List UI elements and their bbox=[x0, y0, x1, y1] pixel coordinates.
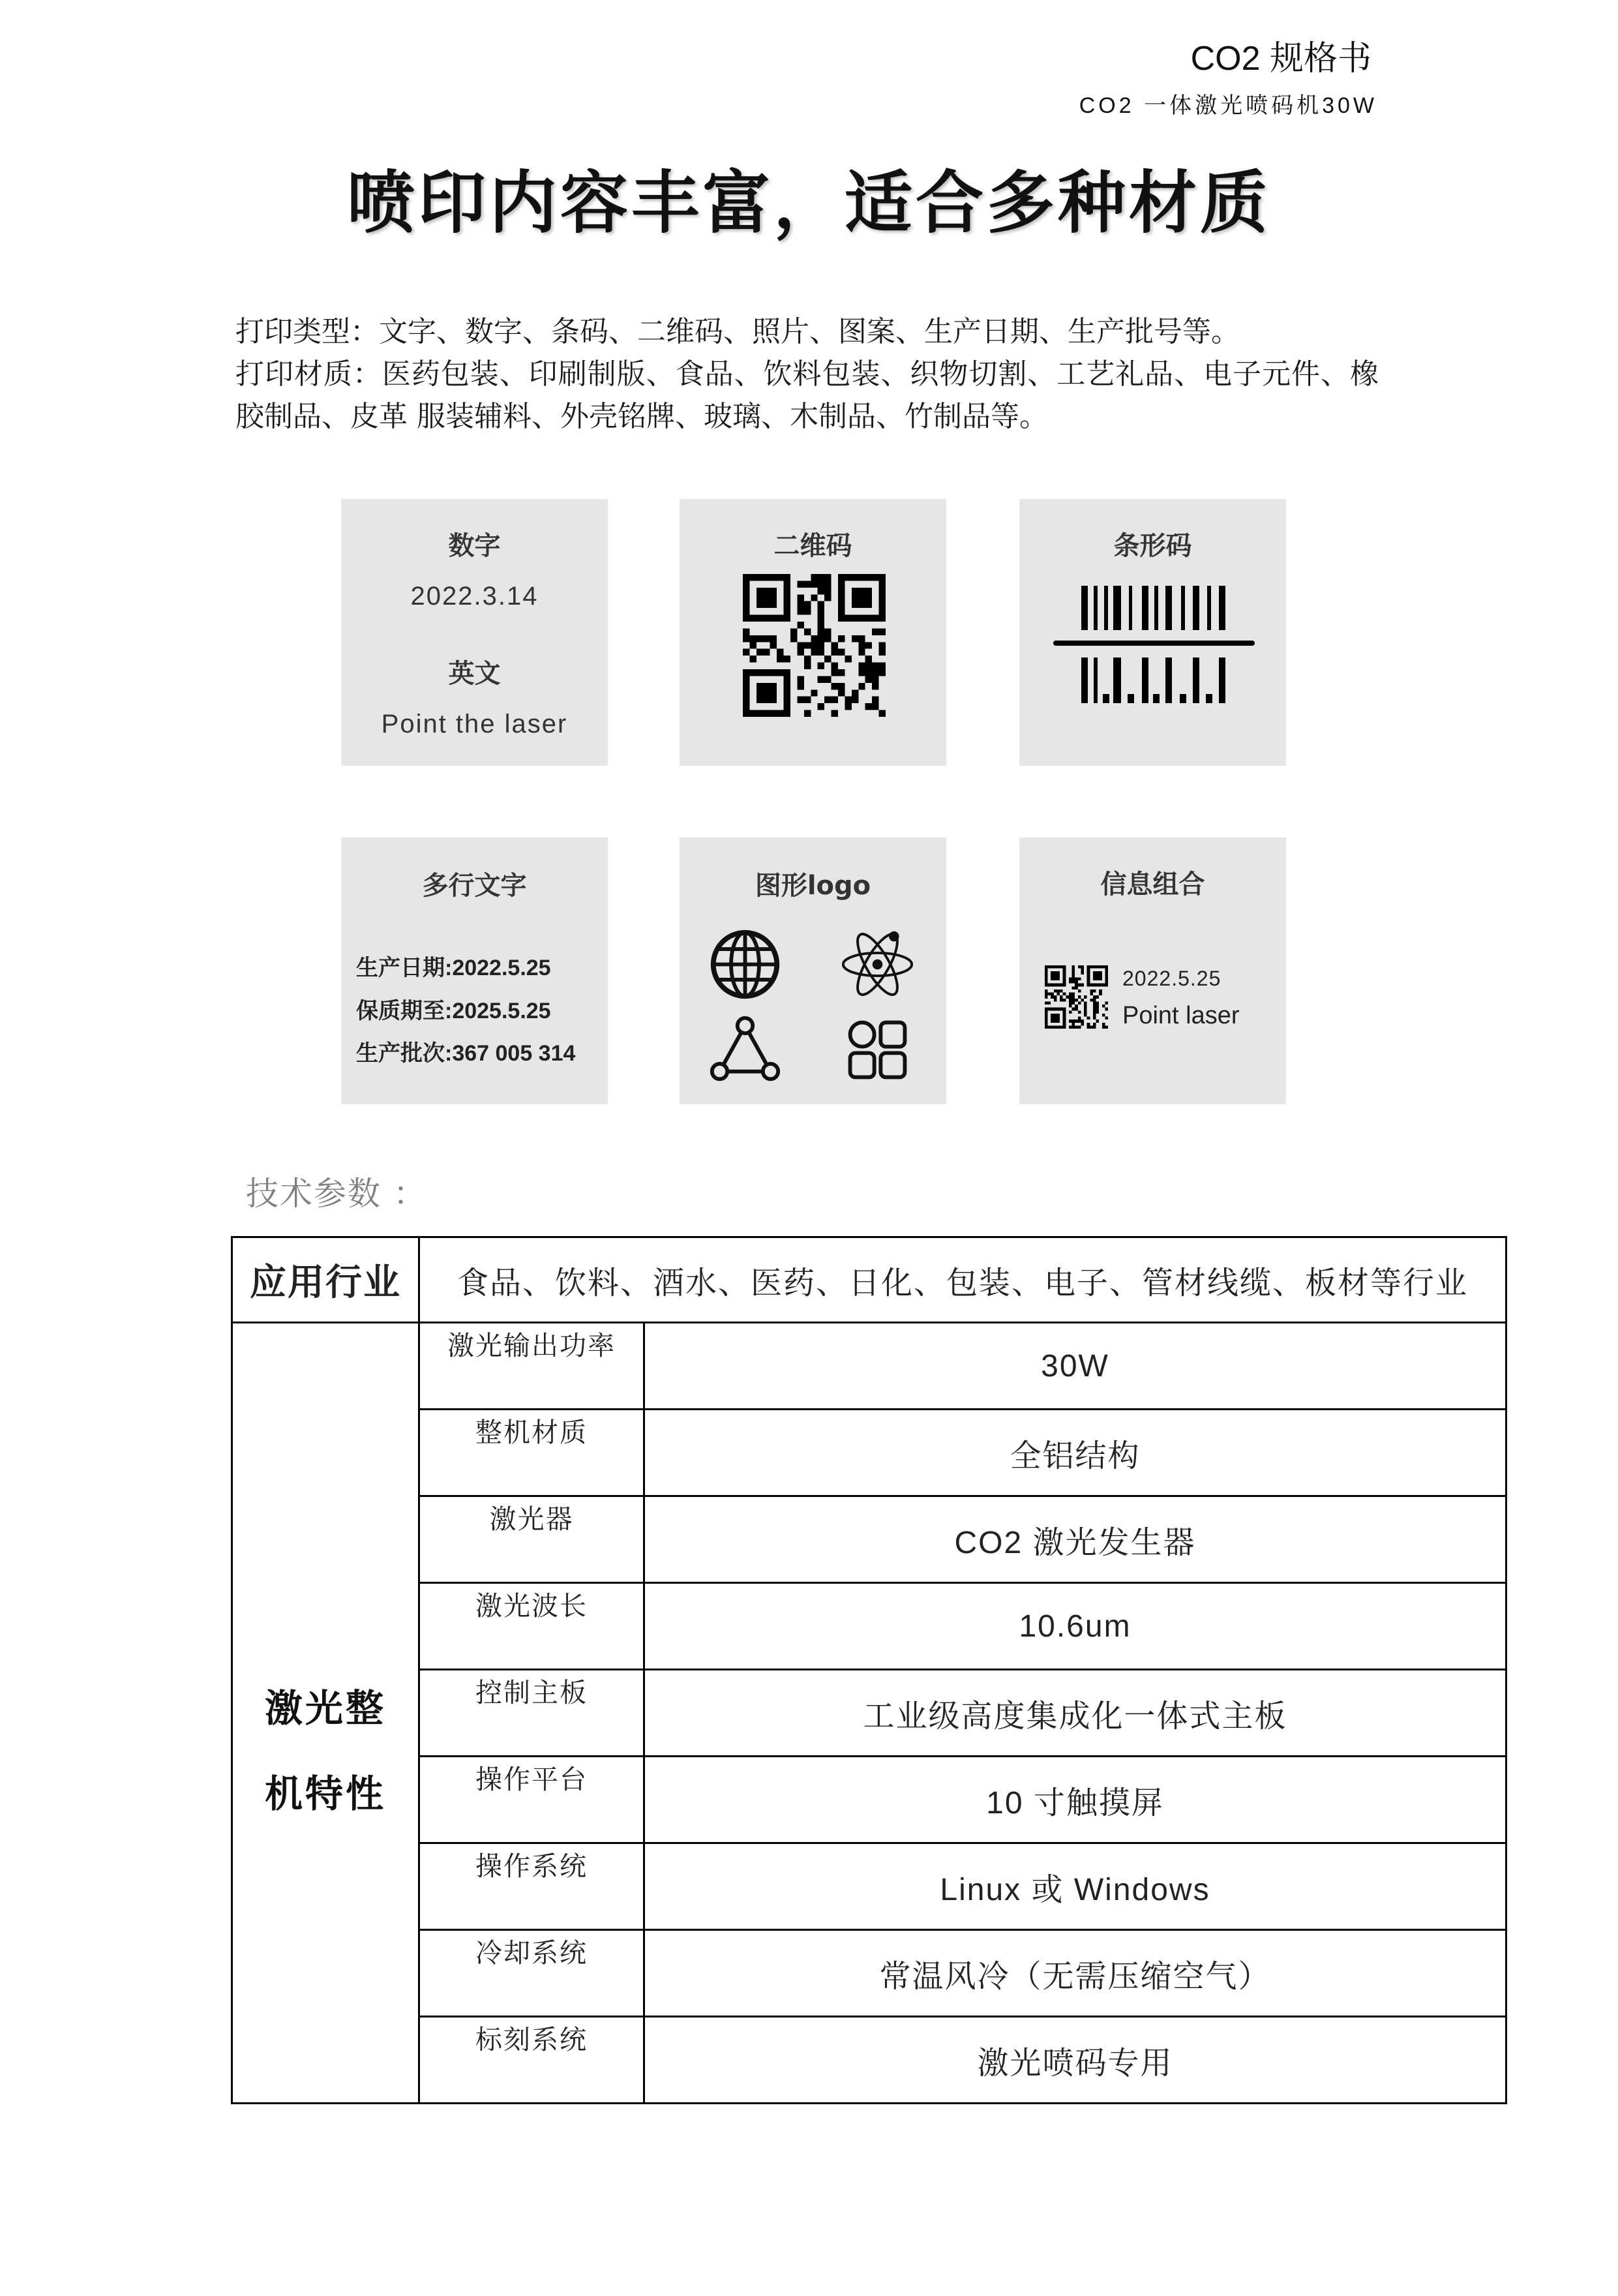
intro-text bbox=[235, 310, 1379, 438]
spec-label: 标刻系统 bbox=[419, 2017, 644, 2104]
industry-value: 食品、饮料、酒水、医药、日化、包装、电子、管材线缆、板材等行业 bbox=[419, 1237, 1506, 1323]
spec-label: 激光波长 bbox=[419, 1583, 644, 1670]
sample-tile-combo bbox=[1019, 838, 1286, 1104]
spec-row bbox=[232, 1670, 1506, 1757]
spec-label: 操作系统 bbox=[419, 1843, 644, 1930]
globe-icon bbox=[707, 926, 783, 1003]
spec-value: 激光喷码专用 bbox=[644, 2017, 1506, 2104]
spec-value: 常温风冷（无需压缩空气） bbox=[644, 1930, 1506, 2017]
print-types: 打印类型：文字、数字、条码、二维码、照片、图案、生产日期、生产批号等。 bbox=[235, 315, 1240, 348]
doc-type-label: CO2 规格书 bbox=[1190, 40, 1371, 78]
spec-row bbox=[232, 1496, 1506, 1583]
multiline-production-date: 生产日期:2022.5.25 bbox=[356, 956, 551, 980]
page-title: 喷印内容丰富，适合多种材质 bbox=[346, 163, 1271, 243]
multiline-expiry-date: 保质期至:2025.5.25 bbox=[356, 999, 551, 1023]
spec-row bbox=[232, 1843, 1506, 1930]
tech-params-heading: 技术参数 ： bbox=[246, 1175, 427, 1213]
sample-tile-logo bbox=[680, 838, 946, 1104]
sample-tile-digits bbox=[341, 499, 608, 766]
barcode-top-bars bbox=[1081, 586, 1225, 630]
atom-icon bbox=[839, 926, 916, 1003]
spec-label: 激光输出功率 bbox=[419, 1323, 644, 1410]
apps-grid-cells bbox=[850, 1023, 905, 1078]
spec-value: 工业级高度集成化一体式主板 bbox=[644, 1670, 1506, 1757]
tile-title: 数字 bbox=[448, 531, 501, 561]
spec-value: Linux 或 Windows bbox=[644, 1843, 1506, 1930]
group-label-cell bbox=[232, 1323, 419, 2104]
spec-row bbox=[232, 1583, 1506, 1670]
spec-row bbox=[232, 1757, 1506, 1843]
spec-label: 操作平台 bbox=[419, 1757, 644, 1843]
spec-label: 控制主板 bbox=[419, 1670, 644, 1757]
spec-row bbox=[232, 2017, 1506, 2104]
tile-title: 条形码 bbox=[1113, 531, 1192, 561]
globe-shape bbox=[713, 933, 777, 997]
industry-label: 应用行业 bbox=[232, 1237, 419, 1323]
spec-value: 全铝结构 bbox=[644, 1410, 1506, 1496]
qr-code-icon bbox=[1045, 965, 1108, 1029]
qr-code-icon bbox=[743, 574, 886, 717]
tile-title: 二维码 bbox=[773, 531, 852, 561]
spec-label: 激光器 bbox=[419, 1496, 644, 1583]
product-name: CO2 一体激光喷码机30W bbox=[1079, 93, 1377, 118]
tile-title: 多行文字 bbox=[422, 871, 527, 901]
spec-label: 冷却系统 bbox=[419, 1930, 644, 2017]
sample-tile-barcode bbox=[1019, 499, 1286, 766]
barcode-bottom-bars bbox=[1081, 657, 1225, 703]
spec-value: 10.6um bbox=[644, 1583, 1506, 1670]
spec-row bbox=[232, 1323, 1506, 1410]
spec-row bbox=[232, 1410, 1506, 1496]
triangle-nodes-icon bbox=[707, 1012, 783, 1088]
sample-tile-multiline bbox=[341, 838, 608, 1104]
sample-english-value: Point the laser bbox=[381, 710, 568, 738]
tile-title: 信息组合 bbox=[1100, 869, 1205, 899]
atom-nucleus bbox=[873, 959, 883, 970]
barcode-scan-line bbox=[1053, 641, 1255, 646]
sample-digits-value: 2022.3.14 bbox=[410, 582, 539, 611]
spec-row bbox=[232, 1930, 1506, 2017]
tile-title: 图形logo bbox=[755, 871, 871, 901]
qr-modules bbox=[1045, 965, 1108, 1029]
qr-modules bbox=[743, 574, 886, 717]
multiline-batch-number: 生产批次:367 005 314 bbox=[356, 1041, 576, 1066]
combo-text: Point laser bbox=[1122, 1002, 1240, 1029]
atom-electron bbox=[889, 931, 899, 942]
spec-value: CO2 激光发生器 bbox=[644, 1496, 1506, 1583]
tech-params-table bbox=[231, 1236, 1507, 2104]
combo-date: 2022.5.25 bbox=[1122, 967, 1221, 990]
spec-value: 30W bbox=[644, 1323, 1506, 1410]
group-label: 激光整机特性 bbox=[264, 1686, 386, 1816]
sample-tile-qr bbox=[680, 499, 946, 766]
barcode-icon bbox=[1053, 586, 1255, 703]
print-materials: 打印材质：医药包装、印刷制版、食品、饮料包装、织物切割、工艺礼品、电子元件、橡胶制品、皮革 服装辅料、外壳铭牌、玻璃、木制品、竹制品等。 bbox=[235, 357, 1379, 433]
spec-label: 整机材质 bbox=[419, 1410, 644, 1496]
industry-row bbox=[232, 1237, 1506, 1323]
spec-value: 10 寸触摸屏 bbox=[644, 1757, 1506, 1843]
apps-grid-icon bbox=[839, 1012, 916, 1088]
tile-subtitle: 英文 bbox=[448, 659, 501, 689]
